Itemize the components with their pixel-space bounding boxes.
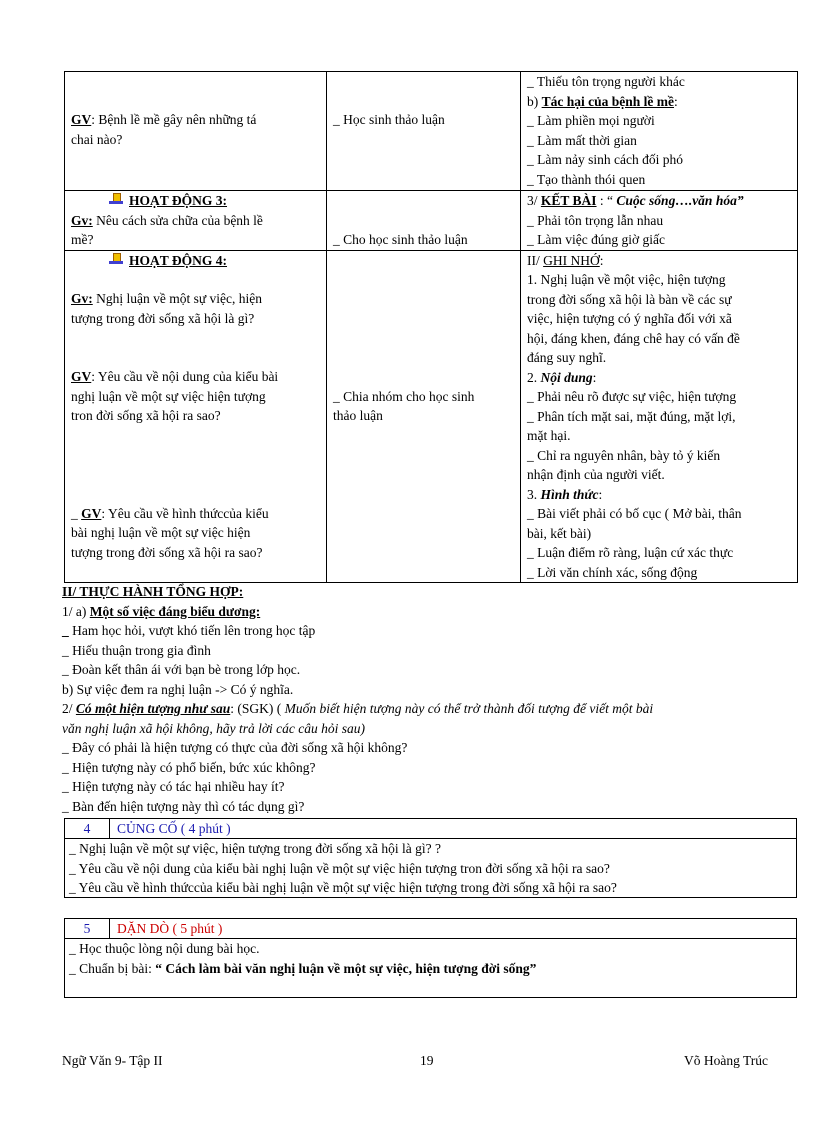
section-title: II/ THỰC HÀNH TỔNG HỢP: [62,584,244,599]
list-item: _ Làm mất thời gian [527,132,637,148]
section-title: CỦNG CỐ ( 4 phút ) [117,821,231,836]
student-activity-cell: _ Học sinh thảo luận [327,72,521,191]
activity-heading: HOẠT ĐỘNG 3: [129,193,228,208]
list-item: _ Học thuộc lòng nội dung bài học. [69,941,260,956]
student-activity-cell: _ Chia nhóm cho học sinh thảo luận [327,250,521,583]
student-activity-cell: _ Cho học sinh thảo luận [327,191,521,251]
footer-book-title: Ngữ Văn 9- Tập II [62,1053,163,1068]
list-item: _ Phân tích mặt sai, mặt đúng, mặt lợi, [527,408,736,424]
subsection-heading: Một số việc đáng biểu dương: [89,603,261,619]
list-item: _ Hiếu thuận trong gia đình [62,642,211,658]
content-cell: _ Thiếu tôn trọng người khác b) Tác hại của bệnh lề mề: _ Làm phiền mọi người _ Làm mất thời gian _ Làm nảy sinh cách đối phó _ Tạo thành thói quen [521,72,798,191]
list-item: _ Hiện tượng này có tác hại nhiều hay ít? [62,779,285,794]
list-item: _ Luận điểm rõ ràng, luận cứ xác thực [527,545,734,560]
homework-box [64,918,797,998]
activity-4-cell: HOẠT ĐỘNG 4: Gv: Nghị luận về một sự việc, hiện tượng trong đời sống xã hội là gì? GV: Yêu cầu về nội dung của kiểu bài nghị luận về một sự việc hiện tượng tron đời sống xã hội ra sao? _ GV: Yêu cầu về hình thứccủa kiểu bài nghị luận về một sự việc hiện tượng trong đời sống xã hội ra sao? [65,250,327,583]
section-number: 5 [65,919,110,938]
activity-3-cell: HOẠT ĐỘNG 3: Gv: Nêu cách sửa chữa của bệnh lề mề? [65,191,327,251]
section-heading: KẾT BÀI [540,193,597,208]
list-item: _ Phải tôn trọng lẫn nhau [527,212,664,228]
list-item: _ Phải nêu rõ được sự việc, hiện tượng [527,389,737,404]
content-cell: 3/ KẾT BÀI : “ Cuộc sống….văn hóa” _ Phải tôn trọng lẫn nhau _ Làm việc đúng giờ giấc [521,191,798,251]
consolidate-box [64,818,797,898]
list-item: _ Lời văn chính xác, sống động [527,564,698,580]
list-item: _ Yêu cầu về hình thứccủa kiểu bài nghị luận về một sự việc hiện tượng trong đời sống xã hội ra sao? [69,880,617,895]
page-number: 19 [420,1053,434,1068]
gv-label: GV [71,112,92,127]
section-heading: Tác hại của bệnh lề mề [541,93,675,109]
list-item: _ Đây có phải là hiện tượng có thực của đời sống xã hội không? [62,740,408,755]
section-title: DẶN DÒ ( 5 phút ) [117,921,223,936]
list-item: _ Tạo thành thói quen [527,171,646,187]
practice-section: II/ THỰC HÀNH TỔNG HỢP: 1/ a) Một số việc đáng biểu dương: _ Ham học hỏi, vượt khó tiến lên trong học tập _ Hiếu thuận trong gia đình _ Đoàn kết thân ái với bạn bè trong lớp học. b) Sự việc đem ra nghị luận -> Có ý nghĩa. 2/ Có một hiện tượng như sau: (SGK) ( Muốn biết hiện tượng này có thể trở thành đối tượng để viết một bài văn nghị luận xã hội không, hãy trả lời các câu hỏi sau) _ Đây có phải là hiện tượng có thực của đời sống xã hội không? _ Hiện tượng này có phổ biến, bức xúc không? _ Hiện tượng này có tác hại nhiều hay ít? _ Bàn đến hiện tượng này thì có tác dụng gì? [62,582,802,816]
teacher-question-cell: GV: Bệnh lề mề gây nên những tá chai nào? [65,72,327,191]
page-footer [62,1053,782,1073]
table-row [65,250,798,583]
list-item: _ Làm việc đúng giờ giấc [527,232,665,247]
activity-heading: HOẠT ĐỘNG 4: [129,252,228,268]
list-item: _ Yêu cầu về nội dung của kiểu bài nghị luận về một sự việc hiện tượng tron đời sống xã hội ra sao? [69,860,610,876]
pin-icon [109,193,123,207]
table-row [65,191,798,251]
list-item: _ Bài viết phải có bố cục ( Mở bài, thân [527,506,742,521]
table-row [65,72,798,191]
list-item: _ Chuẩn bị bài: “ Cách làm bài văn nghị luận về một sự việc, hiện tượng đời sống” [69,960,537,976]
lesson-table [64,71,798,583]
list-item: _ Làm phiền mọi người [527,113,655,128]
section-heading: GHI NHỚ [543,252,600,268]
list-item: _ Bàn đến hiện tượng này thì có tác dụng gì? [62,798,305,814]
list-item: _ Nghị luận về một sự việc, hiện tượng trong đời sống xã hội là gì? ? [69,841,441,856]
section-number: 4 [65,819,110,838]
list-item: _ Chỉ ra nguyên nhân, bày tỏ ý kiến [527,447,721,463]
list-item: _ Làm nảy sinh cách đối phó [527,152,683,167]
list-item: _ Đoàn kết thân ái với bạn bè trong lớp học. [62,662,301,677]
subsection-heading: Có một hiện tượng như sau [75,701,231,716]
pin-icon [109,253,123,267]
list-item: _ Ham học hỏi, vượt khó tiến lên trong học tập [62,623,316,638]
notes-cell: II/ GHI NHỚ: 1. Nghị luận về một việc, hiện tượng trong đời sống xã hội là bàn về các sự việc, hiện tượng có ý nghĩa đối với xã hội, đáng khen, đáng chê hay có vấn đề đáng suy nghĩ. 2. Nội dung: _ Phải nêu rõ được sự việc, hiện tượng _ Phân tích mặt sai, mặt đúng, mặt lợi, mặt hại. _ Chỉ ra nguyên nhân, bày tỏ ý kiến nhận định của người viết. 3. Hình thức: _ Bài viết phải có bố cục ( Mở bài, thân bài, kết bài) _ Luận điểm rõ ràng, luận cứ xác thực _ Lời văn chính xác, sống động [521,250,798,583]
list-item: _ Hiện tượng này có phổ biến, bức xúc không? [62,759,316,775]
footer-author: Võ Hoàng Trúc [684,1053,769,1068]
